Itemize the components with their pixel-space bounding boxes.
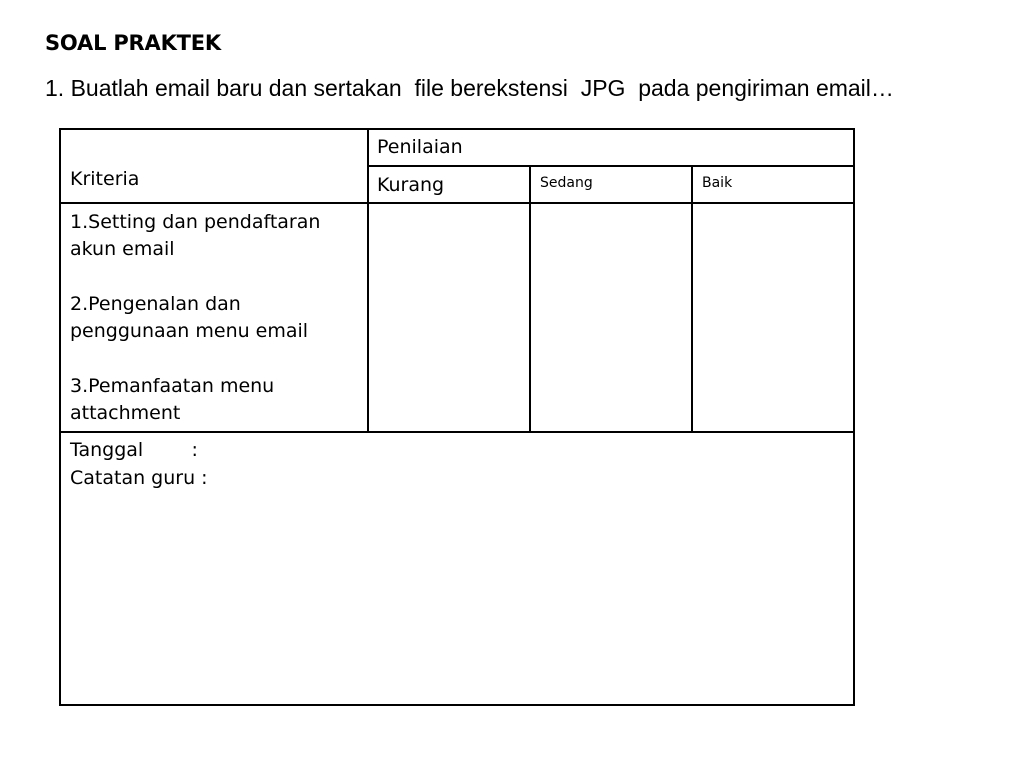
question-text: 1. Buatlah email baru dan sertakan file berekstensi JPG pada pengiriman email… <box>45 75 894 101</box>
kriteria-header: Kriteria <box>70 168 140 190</box>
criteria-item-2: 2.Pengenalan dan penggunaan menu email <box>70 293 309 342</box>
table-divider-penilaian <box>367 165 854 167</box>
penilaian-header: Penilaian <box>377 136 463 158</box>
criteria-item-3: 3.Pemanfaatan menu attachment <box>70 375 275 424</box>
catatan-guru-label: Catatan guru : <box>70 467 208 489</box>
table-divider-kriteria <box>367 128 369 433</box>
tanggal-label: Tanggal : <box>70 439 198 461</box>
table-divider-kurang <box>529 165 531 433</box>
table-border-top <box>59 128 854 130</box>
page-title: SOAL PRAKTEK <box>45 31 221 55</box>
level-sedang: Sedang <box>540 175 593 191</box>
table-border-bottom <box>59 704 854 706</box>
criteria-item-1: 1.Setting dan pendaftaran akun email <box>70 211 321 260</box>
table-border-left <box>59 128 61 706</box>
level-kurang: Kurang <box>377 174 445 196</box>
table-divider-header <box>59 202 854 204</box>
table-divider-footer <box>59 431 854 433</box>
table-border-right <box>853 128 855 706</box>
level-baik: Baik <box>702 175 733 191</box>
table-divider-sedang <box>691 165 693 433</box>
